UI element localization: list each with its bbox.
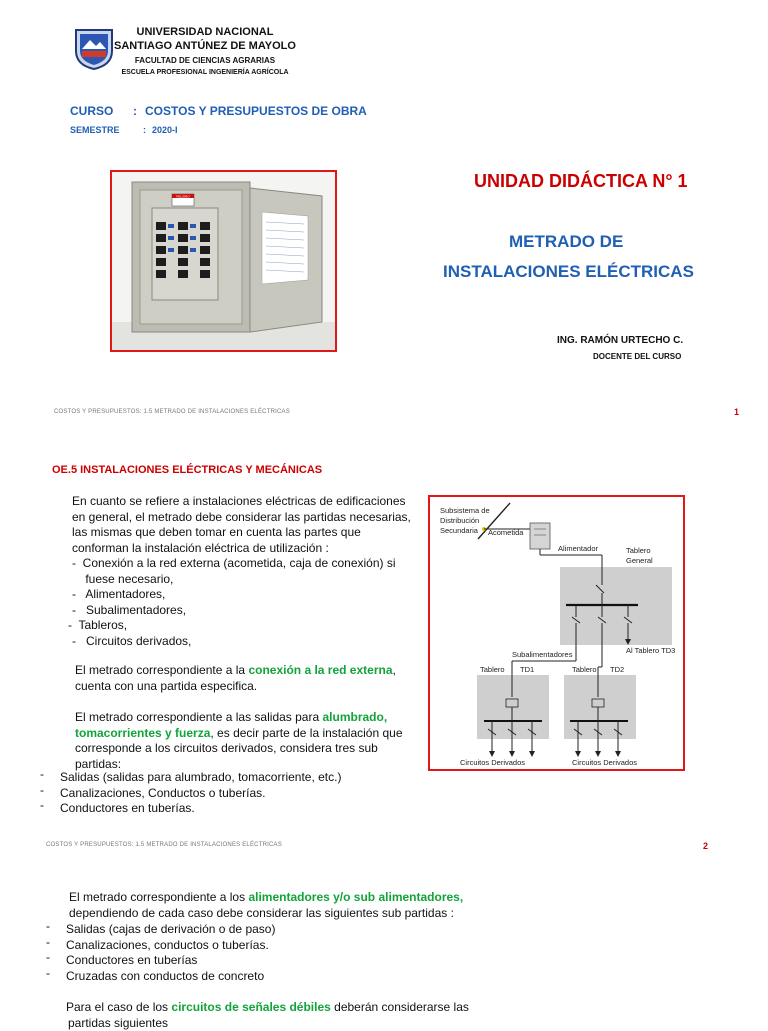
page-number-1: 1 — [734, 407, 739, 417]
label-al-tablero-td3: Al Tablero TD3 — [626, 646, 675, 655]
highlight-red-externa: conexión a la red externa — [248, 663, 392, 677]
label-subsistema-2: Distribución — [440, 516, 479, 525]
highlight-alumbrado: alumbrado, — [322, 710, 387, 724]
paragraph-2-punct: , — [393, 663, 396, 677]
author-role: DOCENTE DEL CURSO — [593, 352, 681, 361]
faculty-name: FACULTAD DE CIENCIAS AGRARIAS — [105, 56, 305, 65]
components-list — [72, 556, 402, 649]
paragraph-1-line: En cuanto se refiere a instalaciones eléctricas de edificaciones — [72, 494, 402, 510]
list-item: Canalizaciones, conductos o tuberías. — [66, 938, 269, 952]
list-item: Salidas (cajas de derivación o de paso) — [66, 922, 275, 936]
list-dash: - — [40, 798, 44, 814]
diagram-svg — [430, 497, 683, 769]
label-circuitos-derivados-1: Circuitos Derivados — [460, 758, 525, 767]
paragraph-2-text: El metrado correspondiente a la — [75, 663, 248, 677]
label-tablero-td2: Tablero — [572, 665, 597, 674]
label-circuitos-derivados-2: Circuitos Derivados — [572, 758, 637, 767]
list-item: Conductores en tuberías. — [60, 801, 195, 815]
label-subsistema-3: Secundaria — [440, 526, 479, 535]
label-tablero: Tablero — [626, 546, 651, 555]
paragraph-2-line2: cuenta con una partida especifica. — [75, 679, 405, 695]
label-acometida: Acometida — [488, 528, 524, 537]
list-item: - Tableros, — [68, 618, 402, 634]
semestre-separator: : — [143, 125, 146, 135]
label-tablero-td1: Tablero — [480, 665, 505, 674]
list-dash: - — [46, 935, 50, 951]
paragraph-2 — [75, 663, 405, 694]
page-number-2: 2 — [703, 841, 708, 851]
slide3-line2: dependiendo de cada caso debe considerar las siguientes sub partidas : — [69, 906, 489, 922]
electrical-panel-illustration — [112, 172, 335, 350]
school-name: ESCUELA PROFESIONAL INGENIERÍA AGRÍCOLA — [85, 69, 325, 76]
list-item: - Conexión a la red externa (acometida, caja de conexión) si — [72, 556, 402, 572]
list-dash: - — [40, 767, 44, 783]
highlight-senales-debiles: circuitos de señales débiles — [171, 1000, 330, 1014]
semestre-label: SEMESTRE — [70, 125, 120, 135]
list-dash: - — [40, 783, 44, 799]
curso-separator: : — [133, 104, 137, 118]
paragraph-3-text: El metrado correspondiente a las salidas para — [75, 710, 322, 724]
paragraph-3 — [75, 710, 415, 772]
curso-value: COSTOS Y PRESUPUESTOS DE OBRA — [145, 104, 367, 118]
paragraph-1-line: las mismas que deben tomar en cuenta las partes que — [72, 525, 402, 541]
unit-title: UNIDAD DIDÁCTICA N° 1 — [474, 171, 688, 192]
author-name: ING. RAMÓN URTECHO C. — [557, 335, 683, 346]
list-dash: - — [46, 950, 50, 966]
label-subalimentadores: Subalimentadores — [512, 650, 573, 659]
slide-title-line1: METRADO DE — [509, 232, 623, 252]
electrical-panel-photo — [110, 170, 337, 352]
slide3-list — [46, 922, 406, 984]
paragraph-3-line4: partidas: — [75, 757, 415, 773]
list-item: Cruzadas con conductos de concreto — [66, 969, 264, 983]
list-item: - Alimentadores, — [72, 587, 402, 603]
label-td1: TD1 — [520, 665, 534, 674]
slide3-paragraph-1 — [69, 890, 489, 921]
university-name-line1: UNIVERSIDAD NACIONAL — [105, 26, 305, 38]
slide3-paragraph-2 — [66, 1000, 486, 1031]
slide3-text: El metrado correspondiente a los — [69, 890, 248, 904]
list-item: - Subalimentadores, — [72, 603, 402, 619]
panel-sign-text: PELIGRO — [176, 195, 190, 199]
paragraph-1-line: en general, el metrado debe considerar las partidas necesarias, — [72, 510, 402, 526]
university-name-line2: SANTIAGO ANTÚNEZ DE MAYOLO — [105, 40, 305, 52]
paragraph-1 — [72, 494, 402, 556]
paragraph-3-text2: , es decir parte de la instalación que — [210, 726, 402, 740]
label-td2: TD2 — [610, 665, 624, 674]
list-dash: - — [46, 919, 50, 935]
highlight-alimentadores: alimentadores y/o sub alimentadores, — [248, 890, 463, 904]
highlight-tomacorrientes: tomacorrientes y fuerza — [75, 726, 210, 740]
paragraph-1-line: conforman la instalación eléctrica de utilización : — [72, 541, 402, 557]
list-item: Conductores en tuberías — [66, 953, 197, 967]
list-item: fuese necesario, — [72, 572, 402, 588]
list-item: - Circuitos derivados, — [72, 634, 402, 650]
label-alimentador: Alimentador — [558, 544, 599, 553]
footer-text-2: COSTOS Y PRESUPUESTOS: 1.5 METRADO DE INSTALACIONES ELÉCTRICAS — [46, 842, 282, 848]
label-general: General — [626, 556, 653, 565]
slide3-text3: deberán considerarse las — [331, 1000, 469, 1014]
subpartidas-list — [40, 770, 400, 817]
footer-text-1: COSTOS Y PRESUPUESTOS: 1.5 METRADO DE INSTALACIONES ELÉCTRICAS — [54, 409, 290, 415]
curso-label: CURSO — [70, 104, 113, 118]
list-item: Salidas (salidas para alumbrado, tomacorriente, etc.) — [60, 770, 341, 784]
label-subsistema-1: Subsistema de — [440, 506, 490, 515]
semestre-value: 2020-I — [152, 125, 178, 135]
list-item: Canalizaciones, Conductos o tuberías. — [60, 786, 265, 800]
slide3-line4: partidas siguientes — [66, 1016, 486, 1031]
slide-title-line2: INSTALACIONES ELÉCTRICAS — [443, 262, 694, 282]
list-dash: - — [46, 966, 50, 982]
section-heading: OE.5 INSTALACIONES ELÉCTRICAS Y MECÁNICAS — [52, 464, 322, 476]
slide3-text2: Para el caso de los — [66, 1000, 171, 1014]
electrical-distribution-diagram — [428, 495, 685, 771]
paragraph-3-line3: corresponde a los circuitos derivados, considera tres sub — [75, 741, 415, 757]
